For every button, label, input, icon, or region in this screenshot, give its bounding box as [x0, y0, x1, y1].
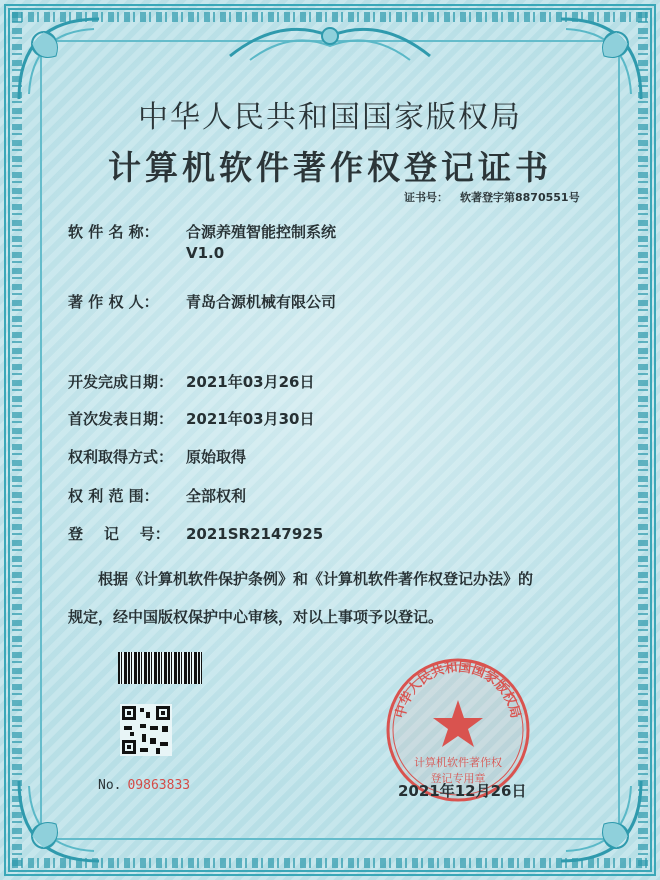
border-pattern-right	[638, 12, 648, 868]
software-name-label: 软 件 名 称：	[68, 223, 159, 241]
corner-ornament-top-right	[556, 14, 646, 104]
publish-date-field	[68, 408, 315, 429]
software-name-field	[68, 221, 336, 262]
seal-ring-text: 中华人民共和国国家版权局	[393, 660, 523, 720]
certificate-number-value: 软著登字第8870551号	[460, 191, 580, 204]
barcode	[118, 652, 202, 684]
publish-date-label: 首次发表日期：	[68, 410, 174, 428]
certificate-title: 计算机软件著作权登记证书	[108, 148, 552, 187]
owner-field	[68, 291, 336, 312]
acquisition-method-value: 原始取得	[186, 448, 247, 466]
legal-statement-line-2: 规定，经中国版权保护中心审核，对以上事项予以登记。	[68, 608, 444, 626]
registration-number-field	[68, 523, 323, 544]
seal-center-text-1: 计算机软件著作权	[414, 756, 502, 769]
corner-ornament-top-left	[14, 14, 104, 104]
seal-center-text-2: 登记专用章	[430, 772, 486, 785]
serial-number-value: 09863833	[127, 778, 191, 793]
rights-scope-value: 全部权利	[186, 487, 247, 505]
corner-ornament-bottom-left	[14, 776, 104, 866]
legal-statement	[68, 560, 598, 636]
owner-value: 青岛合源机械有限公司	[186, 293, 337, 311]
rights-scope-field	[68, 485, 246, 506]
legal-statement-line-1: 根据《计算机软件保护条例》和《计算机软件著作权登记办法》的	[98, 570, 534, 588]
qr-code	[120, 704, 172, 756]
top-center-ornament	[220, 16, 440, 68]
issuing-authority: 中华人民共和国国家版权局	[138, 100, 522, 135]
serial-number	[98, 778, 190, 793]
serial-number-label: No.	[98, 778, 122, 793]
software-version: V1.0	[186, 244, 225, 262]
development-date-value: 2021年03月26日	[186, 373, 315, 391]
development-date-label: 开发完成日期：	[68, 373, 174, 391]
registration-number-value: 2021SR2147925	[186, 525, 324, 543]
publish-date-value: 2021年03月30日	[186, 410, 315, 428]
software-name-value: 合源养殖智能控制系统	[186, 223, 337, 241]
issue-date: 2021年12月26日	[398, 782, 527, 800]
border-pattern-left	[12, 12, 22, 868]
development-date-field	[68, 371, 315, 392]
registration-number-label: 登 记 号：	[68, 525, 170, 543]
rights-scope-label: 权 利 范 围：	[68, 487, 159, 505]
acquisition-method-field	[68, 446, 246, 467]
acquisition-method-label: 权利取得方式：	[68, 448, 174, 466]
owner-label: 著 作 权 人：	[68, 293, 159, 311]
border-pattern-bottom	[12, 858, 648, 868]
corner-ornament-bottom-right	[556, 776, 646, 866]
certificate-number-label: 证书号：	[404, 191, 448, 204]
certificate-number	[404, 189, 580, 205]
